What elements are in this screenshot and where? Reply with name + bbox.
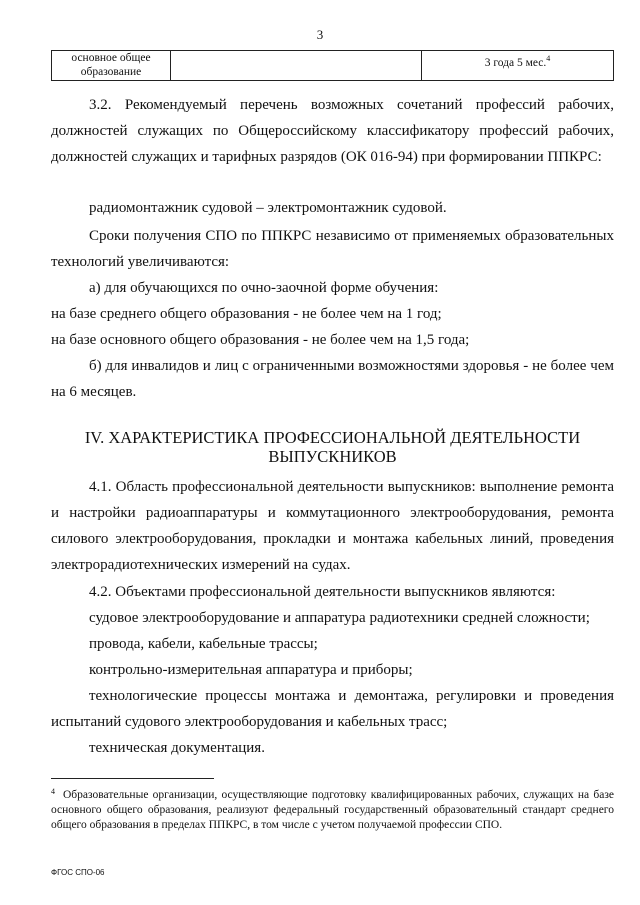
object-item-4: технологические процессы монтажа и демонтажа, регулировки и проведения испытаний судового электрооборудования и кабельных трасс; [51,688,614,730]
footnote-reference: 4 [546,54,551,63]
list-item-a: а) для обучающихся по очно-заочной форме обучения: [89,280,439,296]
education-level-cell: основное общее образование [52,51,171,81]
qualification-cell [171,51,422,81]
footnote [51,784,614,833]
object-item-2: провода, кабели, кабельные трассы; [89,636,318,652]
program-duration-table [51,50,614,81]
object-item-5: техническая документация. [89,740,265,756]
object-item-3: контрольно-измерительная аппаратура и приборы; [89,662,413,678]
profession-combination: радиомонтажник судовой – электромонтажник судовой. [89,200,447,216]
duration-value: 3 года 5 мес. [484,56,547,69]
footnote-divider [51,778,214,779]
paragraph-3-2: 3.2. Рекомендуемый перечень возможных сочетаний профессий рабочих, должностей служащих по Общероссийскому классификатору профессий рабочих, должностей служащих и тарифных разрядов (ОК 016-94) при формировании ППКРС: [51,97,614,165]
duration-cell [422,51,614,81]
page-number: 3 [316,27,324,42]
footnote-mark: 4 [51,787,55,796]
document-code: ФГОС СПО-06 [51,868,105,877]
object-item-1: судовое электрооборудование и аппаратура радиотехники средней сложности; [89,610,590,626]
terms-paragraph: Сроки получения СПО по ППКРС независимо от применяемых образовательных технологий увеличиваются: [51,228,614,270]
paragraph-4-1: 4.1. Область профессиональной деятельности выпускников: выполнение ремонта и настройки радиоаппаратуры и коммутационного электрооборудования, ремонта силового электрооборудования, прокладки и монтажа кабельных линий, проведения электрорадиотехнических измерений на судах. [51,479,614,573]
section-heading: IV. ХАРАКТЕРИСТИКА ПРОФЕССИОНАЛЬНОЙ ДЕЯТЕЛЬНОСТИ ВЫПУСКНИКОВ [84,428,581,466]
paragraph-4-2: 4.2. Объектами профессиональной деятельности выпускников являются: [89,584,556,600]
list-item-a1: на базе среднего общего образования - не более чем на 1 год; [51,306,442,322]
table-row [52,51,614,81]
footnote-text: Образовательные организации, осуществляющие подготовку квалифицированных рабочих, служащих на базе основного общего образования, реализуют федеральный государственный образовательный стандарт среднего общего образования в пределах ППКРС, в том числе с учетом получаемой профессии СПО. [51,789,614,831]
list-item-a2: на базе основного общего образования - не более чем на 1,5 года; [51,332,470,348]
list-item-b: б) для инвалидов и лиц с ограниченными возможностями здоровья - не более чем на 6 месяцев. [51,358,614,400]
